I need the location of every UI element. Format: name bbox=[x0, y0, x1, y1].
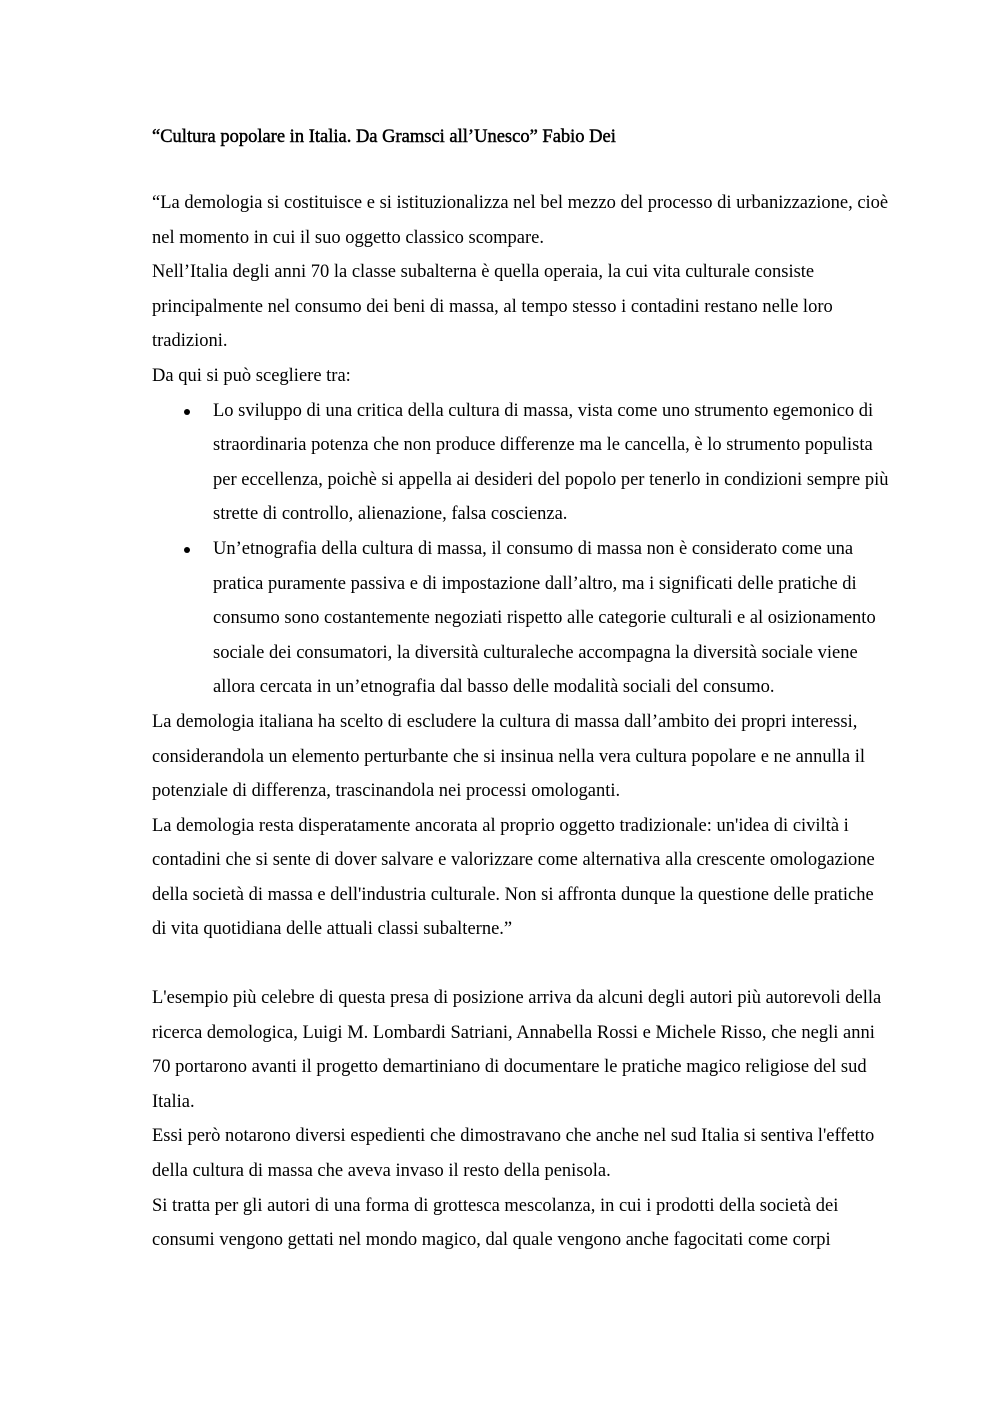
paragraph-intro-2: Nell’Italia degli anni 70 la classe subalterna è quella operaia, la cui vita culturale consiste principalmente nel consumo dei beni di massa, al tempo stesso i contadini restano nelle loro tradizioni. bbox=[152, 262, 833, 352]
bullet-dot-icon bbox=[184, 409, 190, 415]
paragraph-after-1: La demologia italiana ha scelto di escludere la cultura di massa dall’ambito dei propri interessi, considerandola un elemento perturbante che si insinua nella vera cultura popolare e ne annulla il potenziale di differenza, trascinandola nei processi omologanti. bbox=[152, 711, 865, 802]
document-body bbox=[152, 120, 892, 1258]
document-title: “Cultura popolare in Italia. Da Gramsci all’Unesco” Fabio Dei bbox=[152, 127, 616, 147]
bullet-item-text: Lo sviluppo di una critica della cultura di massa, vista come uno strumento egemonico di straordinaria potenza che non produce differenze ma le cancella, è lo strumento populista per eccellenza, poichè si appella ai desideri del popolo per tenerlo in condizioni sempre più strette di controllo, alienazione, falsa coscienza. bbox=[213, 400, 889, 525]
paragraph-after-2: La demologia resta disperatamente ancorata al proprio oggetto tradizionale: un'idea di civiltà i contadini che si sente di dover salvare e valorizzare come alternativa alla crescente omologazione della società di massa e dell'industria culturale. Non si affronta dunque la questione delle pratiche di vita quotidiana delle attuali classi subalterne.” bbox=[152, 815, 875, 940]
spacer bbox=[152, 947, 892, 981]
bullet-list bbox=[152, 394, 892, 705]
paragraph-final-1: L'esempio più celebre di questa presa di posizione arriva da alcuni degli autori più autorevoli della ricerca demologica, Luigi M. Lombardi Satriani, Annabella Rossi e Michele Risso, che negli anni 70 portarono avanti il progetto demartiniano di documentare le pratiche magico religiose del sud Italia. bbox=[152, 988, 882, 1112]
bullet-dot-icon bbox=[184, 547, 190, 553]
paragraph-intro-1: “La demologia si costituisce e si istituzionalizza nel bel mezzo del processo di urbanizzazione, cioè nel momento in cui il suo oggetto classico scompare. bbox=[152, 193, 889, 248]
bullet-item-1 bbox=[152, 394, 892, 532]
paragraph-final-3: Si tratta per gli autori di una forma di grottesca mescolanza, in cui i prodotti della società dei consumi vengono gettati nel mondo magico, dal quale vengono anche fagocitati come corpi bbox=[152, 1195, 839, 1251]
spacer bbox=[152, 154, 892, 186]
bullet-item-text: Un’etnografia della cultura di massa, il consumo di massa non è considerato come una pratica puramente passiva e di impostazione dall’altro, ma i significati delle pratiche di consumo sono costantemente negoziati rispetto alle categorie culturali e al osizionamento sociale dei consumatori, la diversità culturaleche accompagna la diversità sociale viene allora cercata in un’etnografia dal basso delle modalità sociali del consumo. bbox=[213, 538, 876, 698]
paragraph-final-2: Essi però notarono diversi espedienti che dimostravano che anche nel sud Italia si sentiva l'effetto della cultura di massa che aveva invaso il resto della penisola. bbox=[152, 1126, 875, 1182]
bullet-item-2 bbox=[152, 532, 892, 705]
paragraph-intro-3: Da qui si può scegliere tra: bbox=[152, 365, 351, 386]
